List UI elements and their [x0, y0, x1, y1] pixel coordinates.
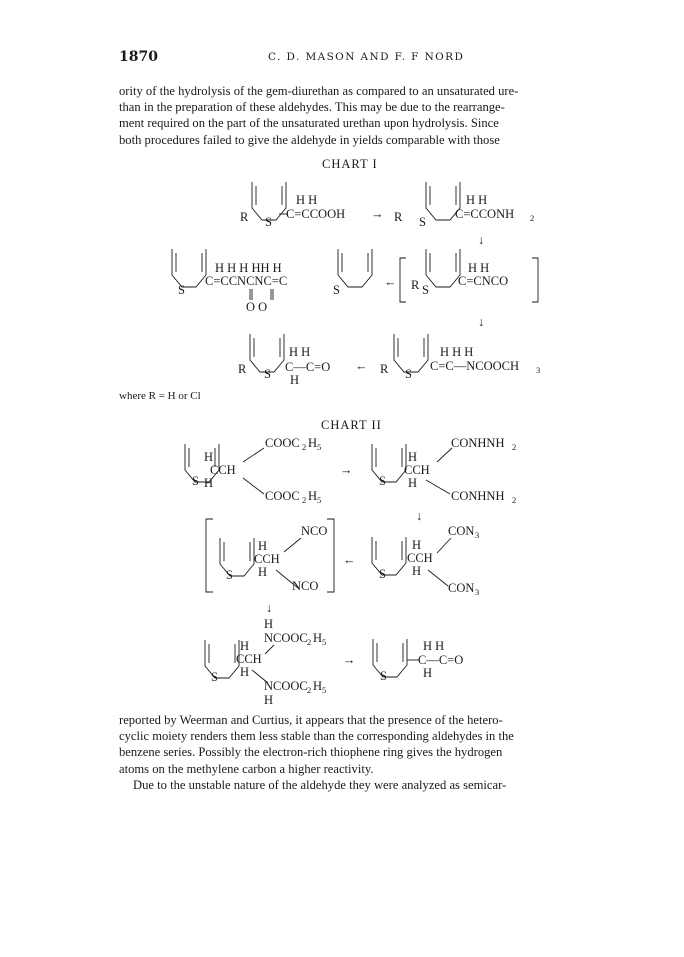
thenyl-diisocyanate — [206, 519, 334, 593]
bracket-right — [532, 258, 538, 302]
carbamate-group: NCOOC — [264, 679, 308, 693]
cch-label: CCH — [254, 552, 280, 566]
arrow-down: ↓ — [416, 509, 423, 523]
text-line: benzene series. Possibly the electron-rich thiophene ring gives the hydrogen — [119, 745, 503, 760]
text-line: than in the preparation of these aldehydes. This may be due to the rearrange- — [119, 100, 505, 115]
ester-h: H — [308, 489, 318, 503]
r-label: R — [238, 362, 247, 376]
subscript: 3 — [536, 365, 541, 375]
where-note: where R = H or Cl — [119, 390, 201, 402]
aldehyde-formula: C—C=O — [418, 653, 464, 667]
chart-1-title: CHART I — [322, 157, 378, 171]
bond — [428, 570, 448, 586]
bottom-paragraph — [119, 712, 571, 793]
sulfur-label: S — [422, 283, 429, 297]
sulfur-label: S — [380, 669, 387, 683]
bracket-left — [400, 258, 406, 302]
sulfur-label: S — [211, 670, 218, 684]
sulfur-label: S — [405, 367, 412, 381]
arrow-right: → — [340, 463, 353, 477]
arrow-left: ← — [355, 359, 368, 373]
aldehyde-formula: C—C=O — [285, 360, 331, 374]
arrow-down: ↓ — [478, 315, 485, 329]
subscript: 2 — [307, 637, 312, 647]
sulfur-label: S — [264, 367, 271, 381]
thenylmalonic-ester — [185, 436, 321, 505]
subscript: 5 — [317, 495, 322, 505]
subscript: 3 — [475, 587, 480, 597]
h-labels: H H — [468, 261, 490, 275]
r-label: R — [411, 278, 420, 292]
subscript: 2 — [512, 495, 517, 505]
bracket-left — [206, 519, 213, 592]
h-label: H — [423, 666, 433, 680]
h-labels: H H H — [440, 345, 474, 359]
subscript: 2 — [302, 442, 307, 452]
arrow-left: ← — [384, 275, 397, 289]
subscript: 5 — [317, 442, 322, 452]
bracket-right — [327, 519, 334, 592]
chart-1 — [172, 182, 540, 387]
dithienylvinyl-urea — [172, 249, 372, 314]
h-label: H — [264, 617, 274, 631]
subscript: 2 — [302, 495, 307, 505]
h-label: H — [412, 538, 422, 552]
subscript: 2 — [512, 442, 517, 452]
sulfur-label: S — [178, 283, 185, 297]
chart-2-title: CHART II — [321, 418, 382, 432]
thienylacetaldehyde — [373, 639, 463, 683]
arrow-left: ← — [343, 553, 356, 567]
h-label: H — [258, 539, 268, 553]
text-line: ority of the hydrolysis of the gem-diurethan as compared to an unsaturated ure- — [119, 84, 519, 98]
h-label: H — [240, 639, 250, 653]
subscript: 3 — [475, 530, 480, 540]
azide-group: CON — [448, 524, 475, 538]
text-line: ment required on the part of the unsaturated urethan upon hydrolysis. Since — [119, 116, 499, 131]
chart-2 — [185, 436, 516, 707]
arrow-down: ↓ — [478, 233, 485, 247]
thienylacrylic-acid — [240, 182, 345, 229]
text-line: atoms on the methylene carbon a higher reactivity. — [119, 761, 374, 776]
urea-formula: C=CCNCNC=C — [205, 274, 288, 288]
bond — [437, 448, 452, 462]
isocyanate-group: NCO — [292, 579, 319, 593]
cch-label: CCH — [210, 463, 236, 477]
r-label: R — [380, 362, 389, 376]
cch-label: CCH — [236, 652, 262, 666]
h-labels: H H — [423, 639, 445, 653]
h-label: H — [408, 476, 418, 490]
h-label: H — [240, 665, 250, 679]
text-line: reported by Weerman and Curtius, it appears that the presence of the hetero- — [119, 713, 503, 727]
r-label: R — [394, 210, 403, 224]
h-label: H — [258, 565, 268, 579]
bond — [243, 478, 264, 494]
h-label: H — [412, 564, 422, 578]
arrow-right: → — [343, 653, 356, 667]
page-number: 1870 — [119, 49, 158, 65]
h-label: H — [204, 450, 214, 464]
h-labels: H H — [289, 345, 311, 359]
ester-group: COOC — [265, 436, 300, 450]
hydrazide-group: CONHNH — [451, 436, 505, 450]
bond — [243, 448, 264, 462]
sulfur-label: S — [192, 474, 199, 488]
vinyl-isocyanate — [400, 249, 538, 302]
thenylmalonic-dihydrazide — [372, 436, 516, 505]
thenyl-dicarbamate — [205, 617, 326, 707]
bond — [284, 538, 301, 552]
sulfur-label: S — [379, 474, 386, 488]
carbamate-group: NCOOC — [264, 631, 308, 645]
ester-h: H — [308, 436, 318, 450]
running-title: C. D. MASON AND F. F NORD — [268, 51, 465, 63]
text-line: Due to the unstable nature of the aldehyde they were analyzed as semicar- — [133, 777, 507, 792]
h-labels: H H — [466, 193, 488, 207]
thienylacrylamide — [394, 182, 534, 229]
vinyl-urethane — [380, 334, 540, 381]
h-label: H — [290, 373, 300, 387]
bond — [265, 645, 274, 654]
urethane-formula: C=C—NCOOCH — [430, 359, 520, 373]
thenylmalonyl-diazide — [372, 524, 479, 597]
isocyanate-group: NCO — [301, 524, 328, 538]
carbamate-h: H — [313, 679, 323, 693]
subscript: 2 — [530, 213, 535, 223]
sulfur-label: S — [419, 215, 426, 229]
h-labels: H H H HH H — [215, 261, 282, 275]
h-label: H — [408, 450, 418, 464]
text-line: cyclic moiety renders them less stable than the corresponding aldehydes in the — [119, 729, 514, 744]
isocyanate-formula: C=CNCO — [458, 274, 509, 288]
acid-formula: C=CCOOH — [286, 207, 346, 221]
carbamate-h: H — [313, 631, 323, 645]
text-line: both procedures failed to give the aldehyde in yields comparable with those — [119, 132, 500, 147]
cch-label: CCH — [404, 463, 430, 477]
arrow-down: ↓ — [266, 601, 273, 615]
subscript: 2 — [307, 685, 312, 695]
ester-group: COOC — [265, 489, 300, 503]
h-labels: H H — [296, 193, 318, 207]
cch-label: CCH — [407, 551, 433, 565]
bond — [437, 538, 451, 553]
sulfur-label: S — [333, 283, 340, 297]
h-label: H — [204, 476, 214, 490]
hydrazide-group: CONHNH — [451, 489, 505, 503]
bond — [426, 480, 450, 494]
r-label: R — [240, 210, 249, 224]
thienylacetaldehyde — [238, 334, 330, 387]
sulfur-label: S — [226, 568, 233, 582]
sulfur-label: S — [379, 567, 386, 581]
sulfur-label: S — [265, 215, 272, 229]
azide-group: CON — [448, 581, 475, 595]
h-label: H — [264, 693, 274, 707]
oxygen-labels: O O — [246, 300, 268, 314]
subscript: 5 — [322, 685, 327, 695]
amide-formula: C=CCONH — [455, 207, 515, 221]
arrow-right: → — [371, 207, 384, 221]
subscript: 5 — [322, 637, 327, 647]
